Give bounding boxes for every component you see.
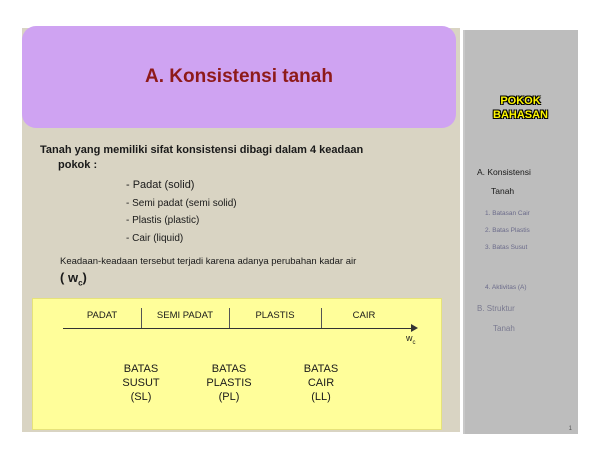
sidebar-item-struktur[interactable]: B. Struktur (477, 304, 515, 313)
list-item: - Cair (liquid) (126, 232, 184, 244)
sidebar-outline (463, 30, 578, 434)
limit-label-ll: BATAS CAIR (LL) (303, 363, 339, 403)
sidebar-heading-line1: POKOK (500, 95, 541, 107)
sidebar-subitem-batas-cair[interactable]: 1. Batasan Cair (485, 210, 530, 217)
list-item: - Plastis (plastic) (126, 215, 200, 226)
intro-text (40, 143, 440, 173)
sidebar-subitem-aktivitas[interactable]: 4. Aktivitas (A) (485, 284, 527, 291)
page-number: 1 (568, 426, 572, 432)
zone-padat: PADAT (86, 310, 118, 321)
axis-label: $w_c$ (406, 333, 416, 346)
limit-tick-ll (321, 308, 322, 329)
limit-label-pl: BATAS PLASTIS (PL) (206, 363, 252, 403)
cause-text: Keadaan-keadaan tersebut terjadi karena adanya perubahan kadar air (60, 256, 357, 267)
list-item: - Padat (solid) (126, 179, 195, 191)
title-banner (22, 26, 456, 128)
sidebar-item-struktur-tanah[interactable]: Tanah (493, 324, 515, 333)
sidebar-subitem-batas-plastis[interactable]: 2. Batas Plastis (485, 227, 530, 234)
slide-title: A. Konsistensi tanah (145, 66, 333, 87)
sidebar-item-konsistensi[interactable]: A. Konsistensi (477, 167, 531, 177)
zone-cair: CAIR (352, 310, 376, 321)
intro-line2: pokok : (58, 159, 98, 171)
water-content-axis (63, 328, 415, 329)
list-item: - Semi padat (semi solid) (126, 197, 237, 209)
zone-plastis: PLASTIS (255, 310, 295, 321)
limit-label-sl: BATAS SUSUT (SL) (122, 363, 160, 403)
zone-semi-padat: SEMI PADAT (156, 310, 214, 321)
limit-tick-pl (229, 308, 230, 329)
intro-line1: Tanah yang memiliki sifat konsistensi dibagi dalam 4 keadaan (40, 144, 364, 156)
sidebar-item-konsistensi-tanah[interactable]: Tanah (491, 186, 515, 196)
axis-arrow-icon (411, 324, 418, 332)
sidebar-subitem-batas-susut[interactable]: 3. Batas Susut (485, 244, 528, 251)
limit-tick-sl (141, 308, 142, 329)
state-list (126, 177, 237, 247)
water-content-symbol: ( $w_c$) (60, 270, 87, 288)
sidebar-heading-line2: BAHASAN (493, 109, 548, 121)
sidebar-heading (463, 94, 578, 122)
consistency-diagram (32, 298, 442, 430)
